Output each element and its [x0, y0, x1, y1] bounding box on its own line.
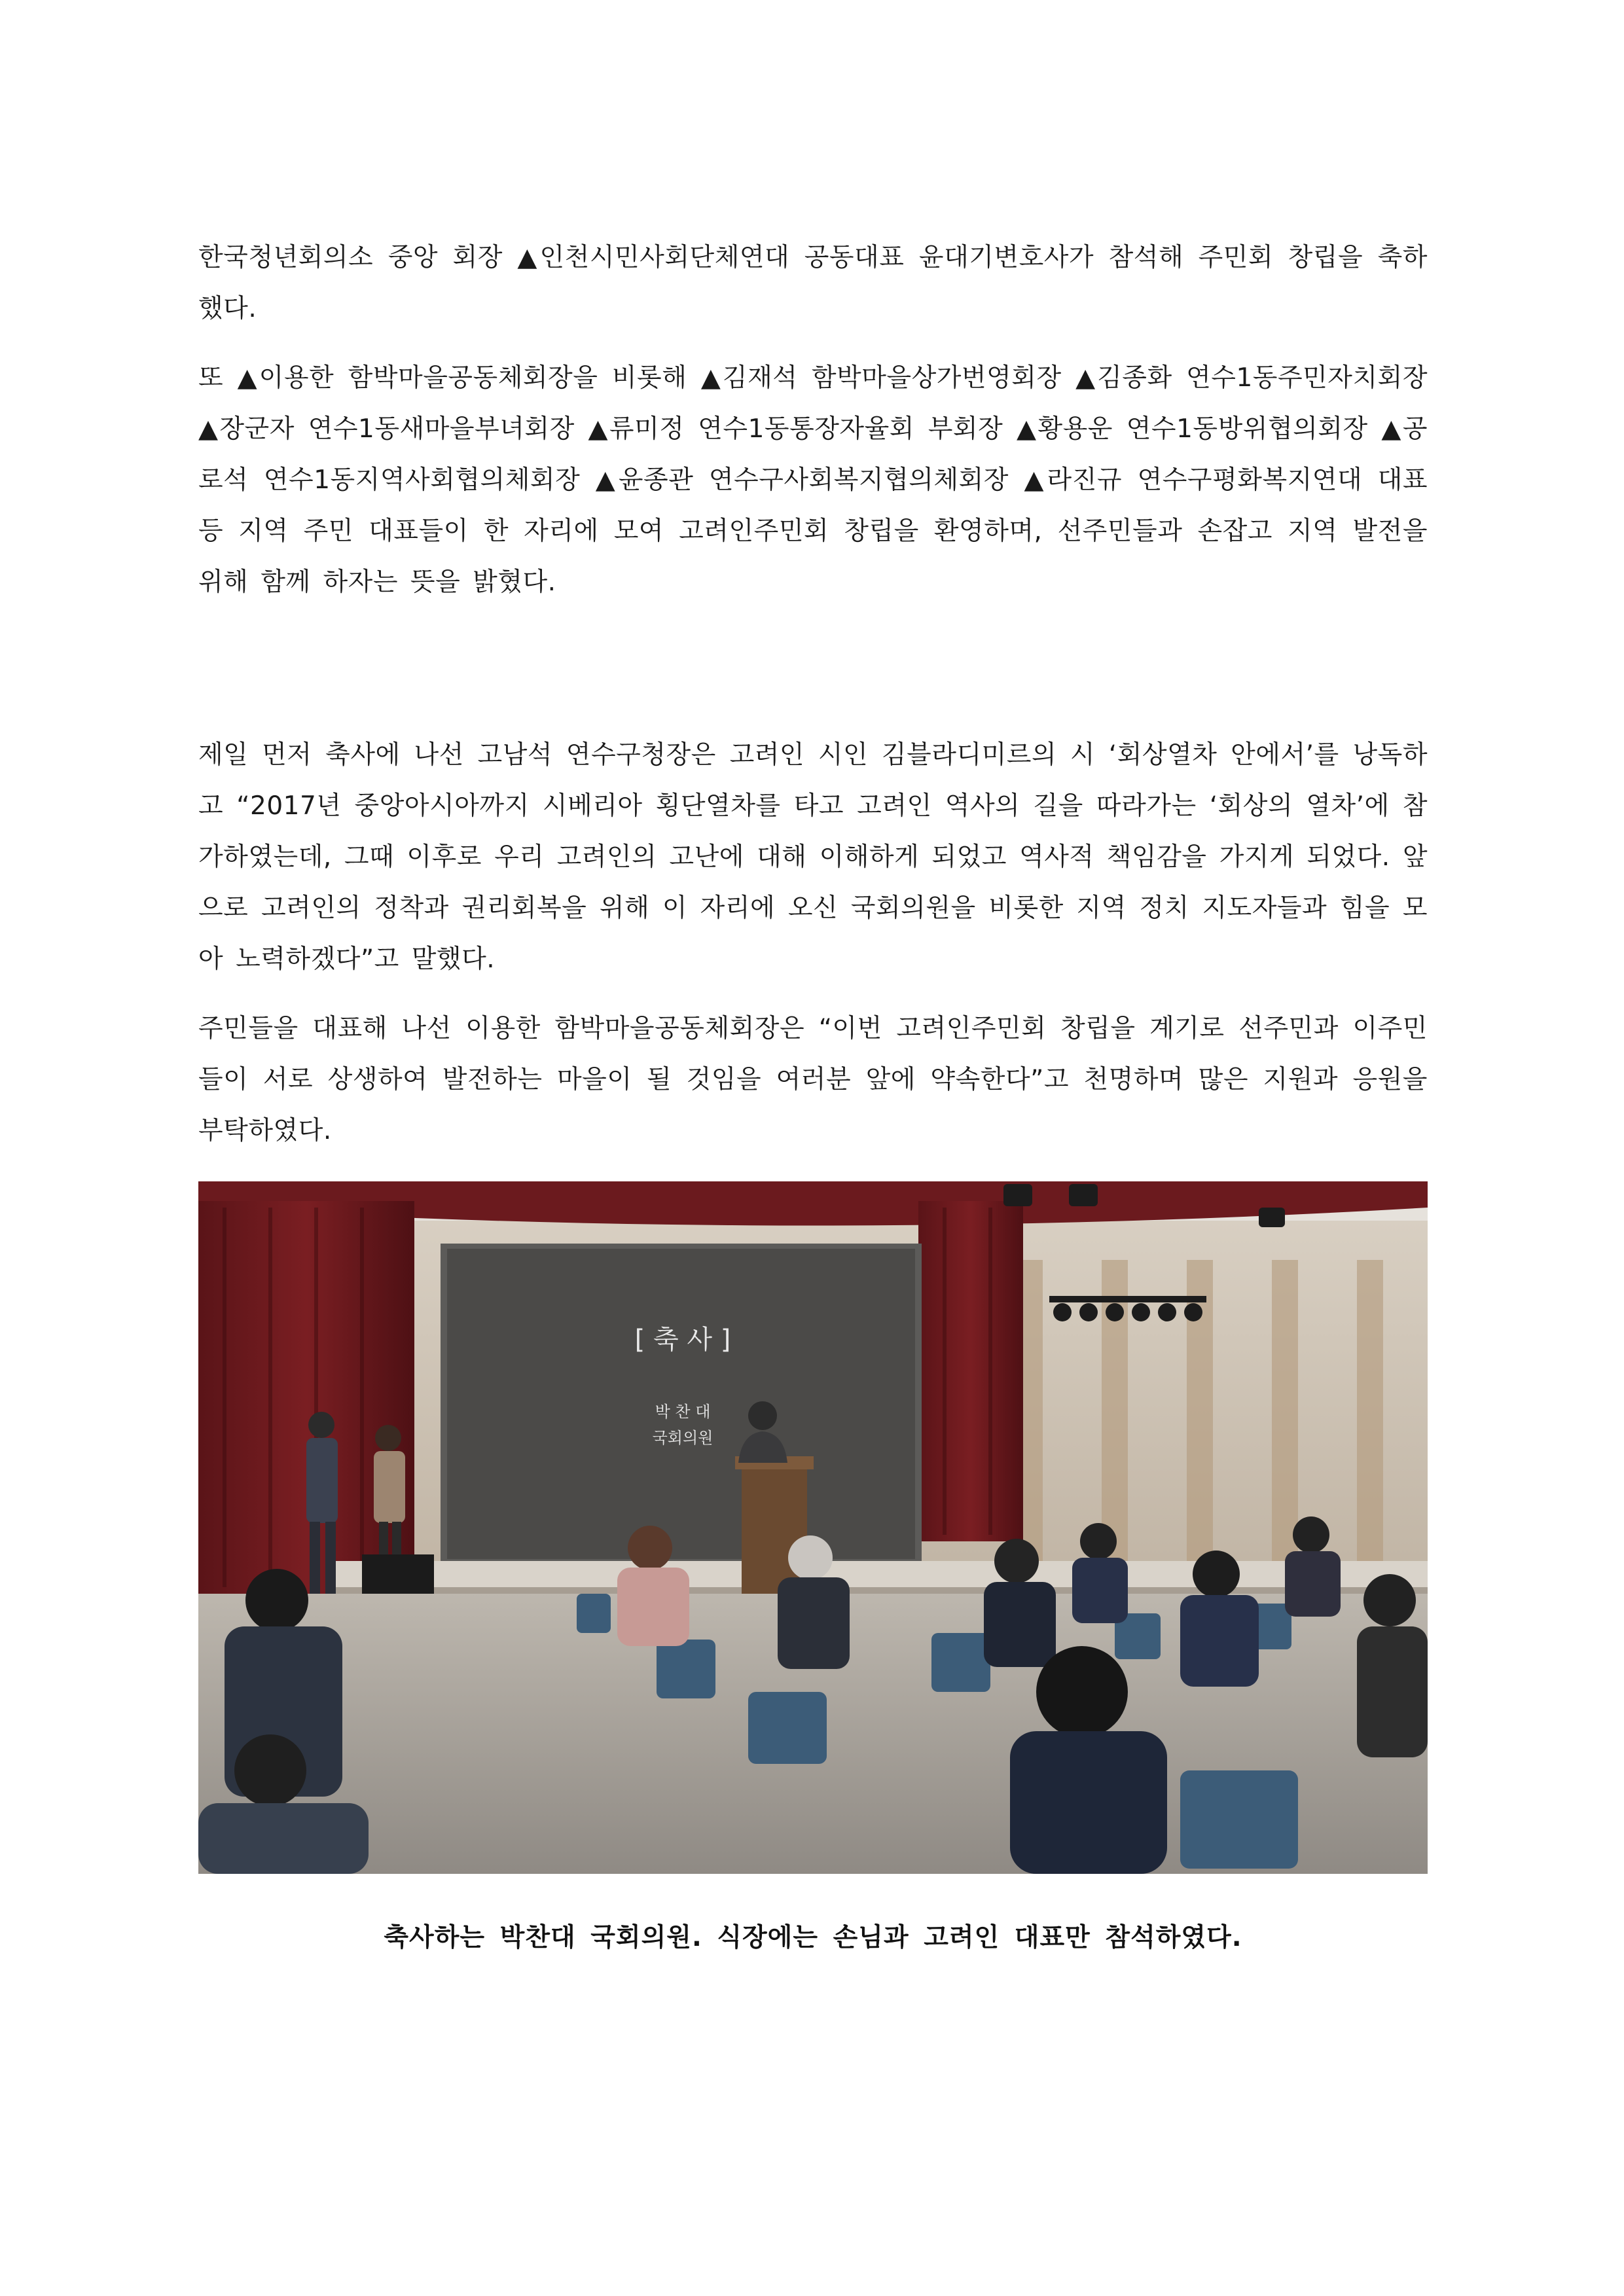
- slide-role: 국회의원: [652, 1429, 713, 1447]
- photo-caption: 축사하는 박찬대 국회의원. 식장에는 손님과 고려인 대표만 참석하였다.: [384, 1923, 1242, 1952]
- slide-title: [ 축 사 ]: [634, 1325, 731, 1355]
- paragraph-4: 주민들을 대표해 나선 이용한 함박마을공동체회장은 “이번 고려인주민회 창립을 계기로 선주민과 이주민들이 서로 상생하여 발전하는 마을이 될 것임을 여러분 앞에 약속한다”고 천명하며 많은 지원과 응원을 부탁하였다.: [198, 1014, 1428, 1145]
- section-gap: [198, 626, 1428, 730]
- slide-name: 박 찬 대: [655, 1403, 711, 1421]
- document-body: [198, 232, 1428, 1954]
- ceremony-photo-illustration: [198, 1181, 1428, 1874]
- ceremony-photo: [198, 1181, 1428, 1874]
- paragraph-1: 한국청년회의소 중앙 회장 ▲인천시민사회단체연대 공동대표 윤대기변호사가 참석해 주민회 창립을 축하했다.: [198, 243, 1428, 323]
- paragraph-3: 제일 먼저 축사에 나선 고남석 연수구청장은 고려인 시인 김블라디미르의 시 ‘회상열차 안에서’를 낭독하고 “2017년 중앙아시아까지 시베리아 횡단열차를 타고 고려인 역사의 길을 따라가는 ‘회상의 열차’에 참가하였는데, 그때 이후로 우리 고려인의 고난에 대해 이해하게 되었고 역사적 책임감을 가지게 되었다. 앞으로 고려인의 정착과 권리회복을 위해 이 자리에 오신 국회의원을 비롯한 지역 정치 지도자들과 힘을 모아 노력하겠다”고 말했다.: [198, 740, 1428, 974]
- paragraph-2: 또 ▲이용한 함박마을공동체회장을 비롯해 ▲김재석 함박마을상가번영회장 ▲김종화 연수1동주민자치회장 ▲장군자 연수1동새마을부녀회장 ▲류미정 연수1동통장자율회 부회장 ▲황용운 연수1동방위협의회장 ▲공로석 연수1동지역사회협의체회장 ▲윤종관 연수구사회복지협의체회장 ▲라진규 연수구평화복지연대 대표 등 지역 주민 대표들이 한 자리에 모여 고려인주민회 창립을 환영하며, 선주민들과 손잡고 지역 발전을 위해 함께 하자는 뜻을 밝혔다.: [198, 363, 1428, 597]
